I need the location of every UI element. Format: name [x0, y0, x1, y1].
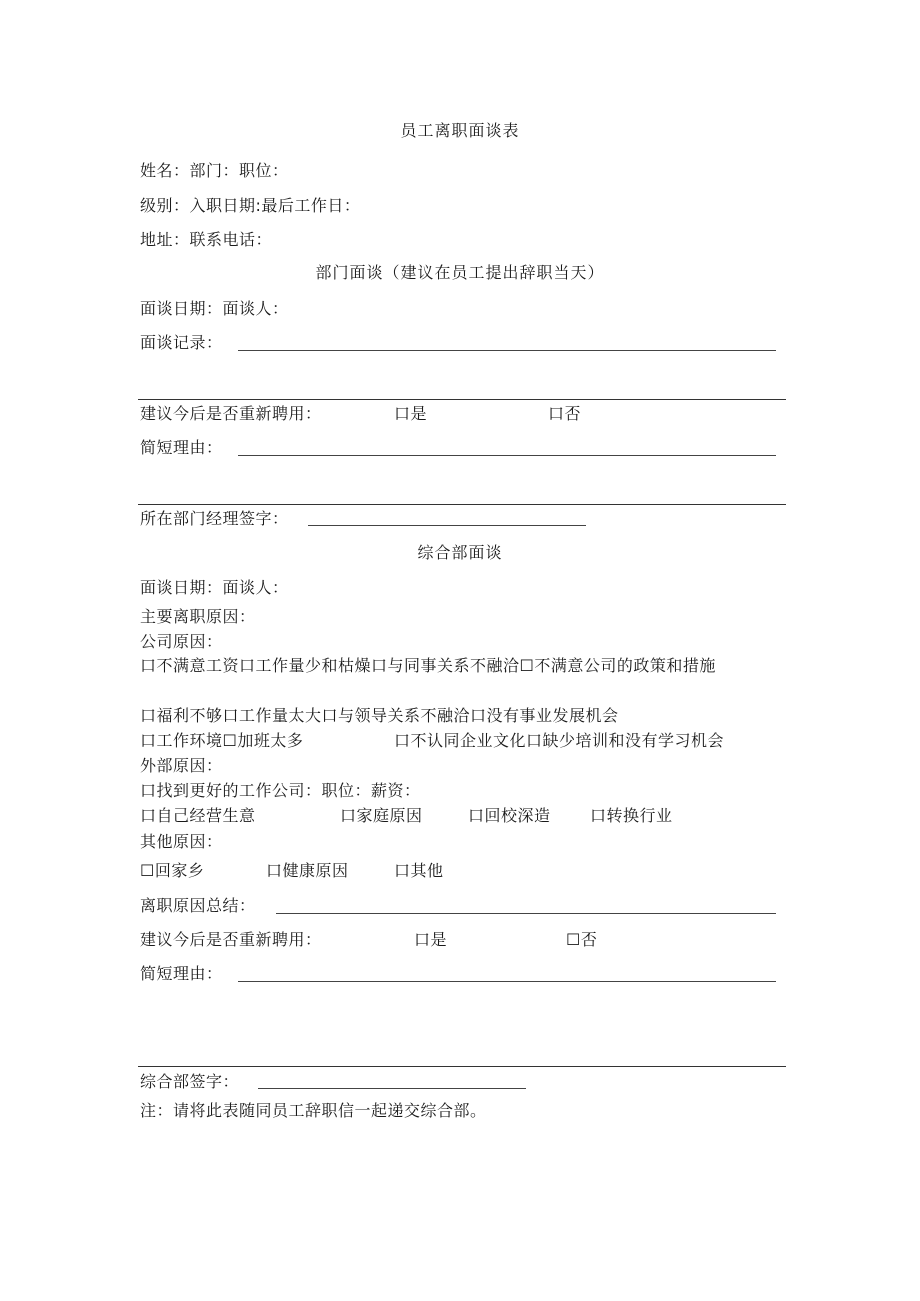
dept-rehire-yes-checkbox[interactable]: 口是	[394, 404, 428, 423]
dept-manager-signature-label: 所在部门经理签字：	[140, 509, 289, 528]
general-interview-date: 面谈日期：面谈人：	[140, 578, 289, 597]
info-level-dates: 级别：入职日期:最后工作日：	[140, 196, 361, 215]
summary-label: 离职原因总结：	[140, 896, 256, 915]
external-study-checkbox[interactable]: 口回校深造	[468, 806, 551, 825]
company-reason-options-3b[interactable]: 口不认同企业文化口缺少培训和没有学习机会	[394, 731, 725, 750]
external-reason-label: 外部原因：	[140, 756, 223, 775]
general-rehire-no-checkbox[interactable]: ☐否	[566, 930, 598, 949]
general-interview-heading: 综合部面谈	[417, 543, 503, 562]
other-other-checkbox[interactable]: 口其他	[394, 861, 444, 880]
divider	[138, 399, 786, 400]
general-reason-label: 简短理由：	[140, 964, 223, 983]
footer-note: 注：请将此表随同员工辞职信一起递交综合部。	[140, 1101, 487, 1120]
divider	[138, 1066, 786, 1067]
info-address-phone: 地址：联系电话：	[140, 230, 273, 249]
other-health-checkbox[interactable]: 口健康原因	[266, 861, 349, 880]
dept-reason-label: 简短理由：	[140, 438, 223, 457]
dept-rehire-no-checkbox[interactable]: 口否	[548, 404, 582, 423]
divider	[138, 504, 786, 505]
external-own-business-checkbox[interactable]: 口自己经营生意	[140, 806, 256, 825]
dept-reason-field[interactable]	[238, 455, 776, 456]
dept-record-label: 面谈记录：	[140, 333, 223, 352]
dept-interview-date: 面谈日期：面谈人：	[140, 299, 289, 318]
external-change-industry-checkbox[interactable]: 口转换行业	[590, 806, 673, 825]
general-signature-field[interactable]	[258, 1088, 526, 1089]
other-reason-label: 其他原因：	[140, 832, 223, 851]
company-reason-options-3a[interactable]: 口工作环境☐加班太多	[140, 731, 304, 750]
company-reason-label: 公司原因：	[140, 632, 223, 651]
external-family-checkbox[interactable]: 口家庭原因	[340, 806, 423, 825]
dept-interview-heading: 部门面谈（建议在员工提出辞职当天）	[315, 263, 605, 282]
form-title: 员工离职面谈表	[400, 121, 520, 140]
general-reason-field[interactable]	[238, 981, 776, 982]
company-reason-options-1[interactable]: 口不满意工资口工作量少和枯燥口与同事关系不融洽☐不满意公司的政策和措施	[140, 656, 716, 675]
main-reason-label: 主要离职原因：	[140, 607, 256, 626]
dept-record-field[interactable]	[238, 350, 776, 351]
general-rehire-label: 建议今后是否重新聘用：	[140, 930, 322, 949]
summary-field[interactable]	[276, 913, 776, 914]
external-better-job-checkbox[interactable]: 口找到更好的工作公司：职位：薪资：	[140, 781, 421, 800]
general-rehire-yes-checkbox[interactable]: 口是	[414, 930, 448, 949]
dept-manager-signature-field[interactable]	[308, 525, 586, 526]
other-hometown-checkbox[interactable]: ☐回家乡	[140, 861, 205, 880]
dept-rehire-label: 建议今后是否重新聘用：	[140, 404, 322, 423]
info-name-dept-position: 姓名：部门：职位：	[140, 161, 289, 180]
general-signature-label: 综合部签字：	[140, 1072, 240, 1091]
company-reason-options-2[interactable]: 口福利不够口工作量太大口与领导关系不融洽口没有事业发展机会	[140, 706, 619, 725]
